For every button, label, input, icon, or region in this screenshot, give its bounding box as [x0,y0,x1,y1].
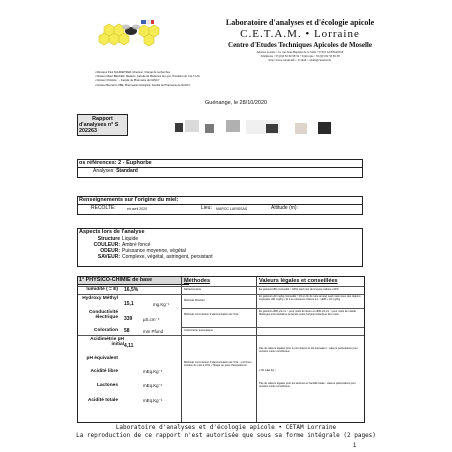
staff-line: • Monsieur Paul SCHWEITZER, Directeur, Chargé de recherches [95,71,171,74]
page-number: 1 [353,443,357,449]
lab-brand: C.E.T.A.M. • Lorraine [240,28,360,40]
legal-conductivity: En général ≤800 µS.cm⁻¹ pour miels de fleurs et ≥800 µS.cm⁻¹ pour miels de miellat. Mélanges intermédiaires acceptés selon l'origine botanique des miels [259,310,357,317]
couleur-value: Ambré foncé [122,242,151,248]
unit-lactones: mEq.Kg⁻¹ [143,383,163,388]
staff-line: • Docteur Christine ..., Faculté de Pharmacie de NANCY [95,79,160,83]
lab-web: http://www.cetam.info - E-mail : cetam@cetam.info [268,58,332,62]
report-date: Guénange, le 28/10/2020 [205,100,268,106]
redacted-block [205,124,214,133]
value-humidity: 16,5% [124,287,139,293]
unit-conductivity: µS.cm⁻¹ [143,317,160,322]
redacted-block [175,123,183,132]
aspects-heading: Aspects lors de l'analyse [79,229,145,235]
unit-total-acidity: mEq.Kg⁻¹ [143,398,163,403]
value-coloration: 58 [124,328,130,334]
origin-section [77,196,363,215]
analyses-value: Standard [116,168,138,174]
staff-line: • Docteur Bernard LOBE, Pharmacien biologiste, Faculté de Pharmacie de NANCY [95,83,191,87]
staff-list [95,71,205,88]
param-lactones: Lactones [96,383,118,388]
legal-free-acidity: ≤ 50 mEq.Kg⁻¹ [259,369,277,372]
method-conductivity: Méthode Commission d'Harmonisation de l'U.E. [184,313,239,316]
unit-coloration: mm Pfund [143,329,164,334]
origin-heading: Renseignements sur l'origine du miel: [78,197,362,205]
references-section [77,159,363,178]
value-conductivity: 339 [124,316,133,322]
legal-lactones: Pas de valeurs légales pour les lactones et l'acidité totale : valeurs particulières pour certains miels monofloraux [259,382,356,389]
value-ph-initial: 4,11 [124,343,134,349]
unit-hmf: mg.Kg⁻¹ [153,302,170,307]
altitude-label: Altitude (m): [271,205,298,211]
physico-chemistry-table [77,276,365,423]
couleur-label: COULEUR: [93,242,120,248]
unit-free-acidity: mEq.Kg⁻¹ [143,369,163,374]
page-footer [0,424,452,440]
param-humidity: lumidité ( = E) [86,287,118,292]
report-number: d'analyses n° S 202263 [79,122,119,134]
redacted-block [295,123,307,134]
param-ph-initial: Acidimétrie pH initial [90,337,124,348]
legal-values-header: Valeurs légales et conseillées [259,278,338,284]
param-conductivity: Conductivité électrique [88,310,118,321]
lab-phone: Téléphone : 33 (0)3 82 60 68 32 • Télécopie : 33 (0)3 82 50 85 38 [260,54,340,58]
odeur-label: ODEUR: [100,248,120,254]
method-humidity: Réfractométrie [184,288,202,291]
aspects-section [77,228,363,267]
recolte-value: en avril 2020 [127,207,148,211]
odeur-value: Puissance moyenne, végétal [122,248,186,254]
legal-hmf: En général ≤40 mg/kg (conseillé < 15 en fin de 1ère année) sauf miels issus des régions tropicales ≤80 mg/Kg • Si 2 ou plusieurs critères à 1 : HMF ≤ 10 mg/Kg [259,295,361,302]
methods-header: Méthodes [184,278,211,284]
cetam-logo [95,18,165,52]
lab-title: Laboratoire d'analyses et d'écologie apicole [225,18,375,27]
param-total-acidity: Acidité totale [87,398,118,403]
references-heading: os références: 2 - Euphorbe [78,160,362,168]
report-label: Rapport [92,116,113,122]
redacted-block [318,122,331,134]
footer-notice: La reproduction de ce rapport n'est autorisée que sous sa forme intégrale (2 pages) [76,432,376,439]
lab-subtitle: Centre d'Etudes Techniques Apicoles de Moselle [228,41,372,49]
legal-humidity: En général 18% (conseillé < 18%) sauf miel de bruyère callune ≤23% [259,288,339,291]
legal-ph: Pas de valeurs légales pour le pH initial et le pH équivalent : valeurs particulières pour certains miels monoflorаux [259,347,358,354]
method-acidity: Méthode Commission d'Harmonisation de l'U.E. • pH d'une solution de miel à 10% • Titrage au point d'équivalence [184,361,252,368]
param-coloration: Coloration [94,328,118,333]
redacted-block [266,124,278,133]
footer-lab: Laboratoire d'analyses et d'écologie apicole • CETAM Lorraine [115,424,337,431]
redacted-block [226,120,240,132]
lieu-label: Lieu: [201,205,212,211]
param-free-acidity: Acidité libre [90,369,118,374]
lieu-value: MAROC LARISSAS [216,207,248,211]
value-hmf: 15,1 [124,301,134,307]
method-hmf: Méthode Winckler [184,299,205,302]
param-ph-equivalent: pH équivalent [86,356,118,361]
physico-heading: 1° PHYSICO-CHIMIE de base [78,277,189,285]
structure-label: Structure [97,236,120,242]
saveur-value: Complexe, végétal, astringent, persistant [122,254,213,260]
saveur-label: SAVEUR: [97,254,120,260]
analyses-label: Analyses: [93,168,115,174]
param-hmf: Hydroxy Méthyl [82,296,118,301]
method-coloration: Colorimétrie automatique [184,329,213,332]
structure-value: Liquide [122,236,139,242]
recolte-label: RÉCOLTE: [91,205,116,211]
lab-header [165,18,435,62]
report-number-box [77,114,128,136]
redacted-block [185,120,199,132]
lab-address: Adresse postale : 1a, rue Jean-Baptiste de la Salle • 57310 GUÉNANGE [256,50,344,54]
staff-line: • Docteur Albert BECKER, Médecin, Faculté de Médecine de Lyon, Président du C.E.T.A.M. [95,75,201,79]
